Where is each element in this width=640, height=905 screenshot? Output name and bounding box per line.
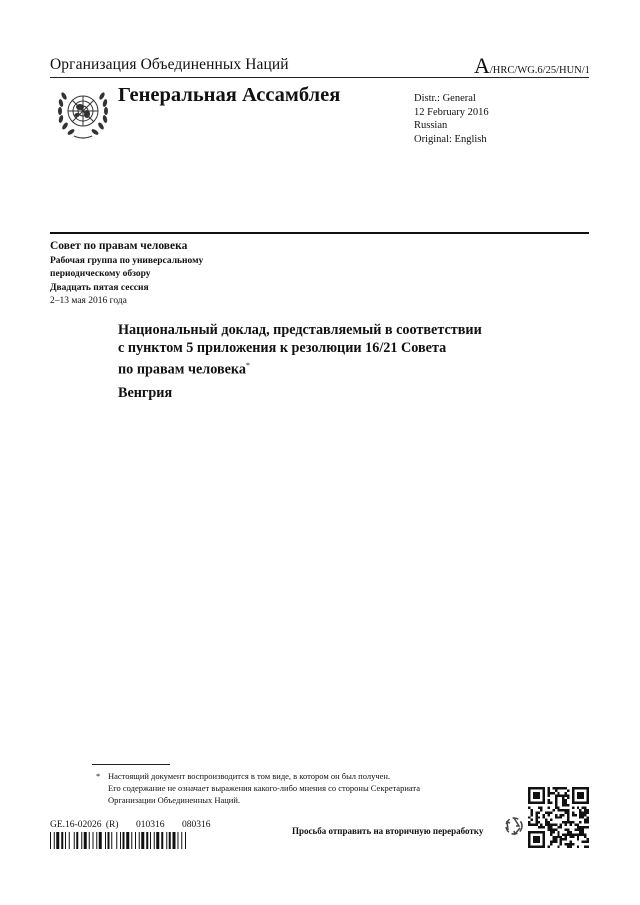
country-name: Венгрия xyxy=(118,385,173,401)
job-number-line xyxy=(50,820,211,830)
job-date-2: 080316 xyxy=(182,820,211,830)
section-rule xyxy=(50,232,589,234)
footnote-line1: Настоящий документ воспроизводится в том виде, в котором он был получен. xyxy=(108,771,391,781)
header-rule xyxy=(50,77,589,78)
footnote-line2: Его содержание не означает выражения какого-либо мнения со стороны Секретариата xyxy=(108,783,421,793)
distribution-date: 12 February 2016 xyxy=(414,106,489,118)
working-group-line1: Рабочая группа по универсальному xyxy=(50,256,204,266)
session-number: Двадцать пятая сессия xyxy=(50,282,149,293)
report-title-line1: Национальный доклад, представляемый в соответствии xyxy=(118,322,482,338)
working-group-line2: периодическому обзору xyxy=(50,269,151,280)
barcode-icon xyxy=(50,832,228,849)
footnote xyxy=(96,770,508,806)
distribution-original: Original: English xyxy=(414,133,487,145)
recycle-notice: Просьба отправить на вторичную переработку xyxy=(292,826,484,836)
session-meta xyxy=(50,255,280,309)
council-name: Совет по правам человека xyxy=(50,240,188,252)
organization-name: Организация Объединенных Наций xyxy=(50,56,289,73)
document-symbol-letter: A xyxy=(474,53,490,78)
document-symbol xyxy=(474,53,590,79)
distribution-block xyxy=(414,92,489,146)
un-emblem-icon xyxy=(52,84,114,142)
report-title xyxy=(118,322,538,379)
report-title-line3: по правам человека xyxy=(118,361,246,378)
job-number: GE.16-02026 (R) xyxy=(50,820,119,830)
general-assembly-title: Генеральная Ассамблея xyxy=(118,84,341,106)
recycle-icon xyxy=(503,815,525,837)
distribution-status: Distr.: General xyxy=(414,93,476,104)
document-symbol-code: /HRC/WG.6/25/HUN/1 xyxy=(489,65,590,76)
qr-code-icon xyxy=(528,787,589,848)
job-date-1: 010316 xyxy=(136,820,165,830)
report-title-line2: с пунктом 5 приложения к резолюции 16/21 Совета xyxy=(118,339,447,356)
footnote-line3: Организации Объединенных Наций. xyxy=(108,795,241,805)
footnote-reference: * xyxy=(245,361,250,370)
distribution-language: Russian xyxy=(414,120,448,132)
footnote-rule xyxy=(92,764,170,765)
footnote-marker: * xyxy=(96,771,101,781)
session-dates: 2–13 мая 2016 года xyxy=(50,296,127,307)
